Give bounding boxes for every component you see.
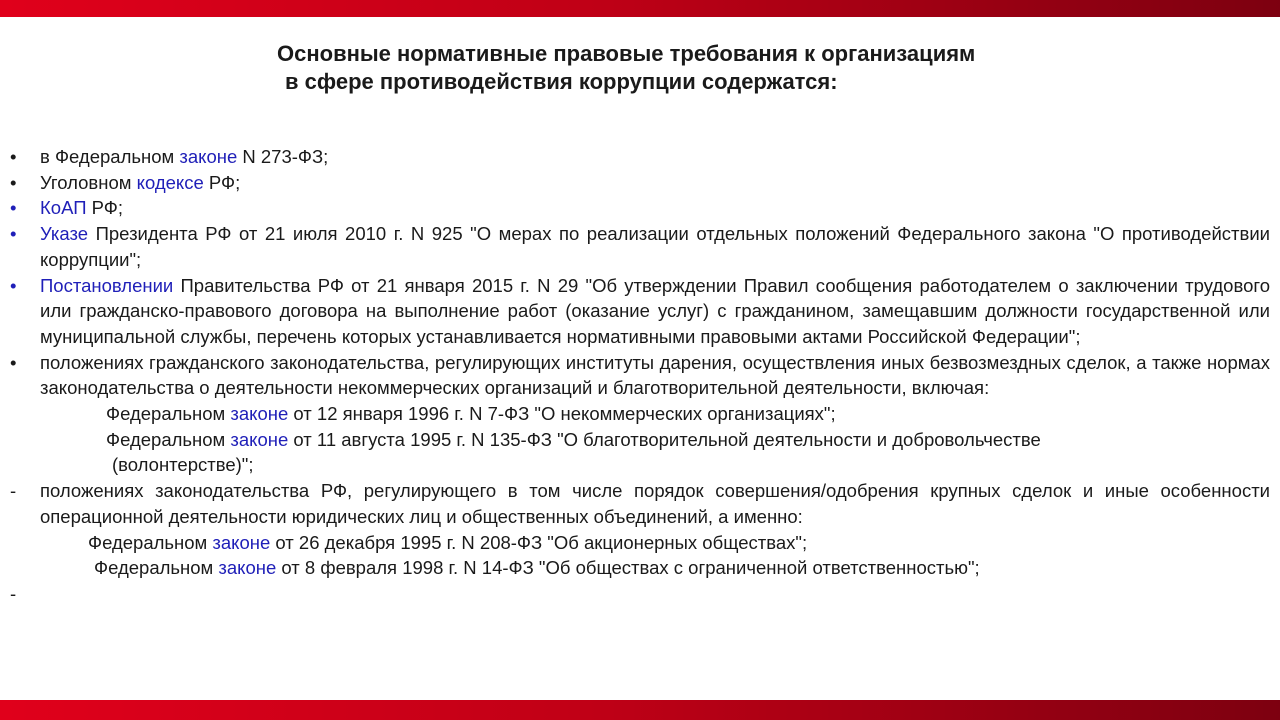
- item-text: N 273-ФЗ;: [237, 146, 329, 167]
- item-text: положениях гражданского законодательства, регулирующих институты дарения, осуществления иных безвозмездных сделок, а также нормах законодательства о деятельности некоммерческих организаций и благотворительной деятельности, включая:: [40, 351, 1270, 399]
- code-link[interactable]: кодексе: [136, 171, 204, 193]
- bullet: •: [10, 146, 17, 167]
- dash-marker: -: [10, 480, 17, 502]
- list-item-koap: [0, 195, 1270, 221]
- item-text: Президента РФ от 21 июля 2010 г. N 925 "О мерах по реализации отдельных положений Федерального закона "О противодействии коррупции";: [40, 223, 1270, 270]
- sub-item-llc-law: [0, 555, 1280, 581]
- sub-item-jsc-law: [0, 530, 1280, 556]
- sub-item-charity-law-continued: [0, 452, 1280, 478]
- item-text: Уголовном: [40, 171, 137, 193]
- bullet: •: [10, 171, 17, 193]
- top-accent-bar: [0, 0, 1280, 17]
- sub-item-nonprofit-law: [0, 401, 1280, 427]
- requirements-list: [0, 144, 1280, 607]
- item-text: РФ;: [86, 197, 123, 219]
- item-text: (волонтерстве)";: [112, 454, 254, 476]
- item-text: Правительства РФ от 21 января 2015 г. N 29 "Об утверждении Правил сообщения работодателем о заключении трудового или гражданско-правового договора на выполнение работ (оказание услуг) с гражданином, замещавшим должности государственной или муниципальной службы, перечень которых устанавливается нормативными правовыми актами Российской Федерации";: [40, 274, 1270, 347]
- dash-marker: -: [10, 582, 17, 604]
- item-text: от 8 февраля 1998 г. N 14-ФЗ "Об обществах с ограниченной ответственностью";: [276, 557, 980, 579]
- bottom-accent-bar: [0, 700, 1280, 720]
- item-text: от 26 декабря 1995 г. N 208-ФЗ "Об акционерных обществах";: [270, 531, 808, 553]
- bullet: •: [10, 351, 17, 373]
- law-link[interactable]: законе: [218, 557, 277, 579]
- law-link[interactable]: законе: [230, 403, 289, 425]
- item-text: в Федеральном: [40, 146, 180, 167]
- koap-link[interactable]: КоАП: [40, 197, 87, 219]
- title-line-2: в сфере противодействия коррупции содержатся:: [285, 69, 838, 94]
- list-item-federal-law: [0, 144, 1270, 170]
- title-line-1: Основные нормативные правовые требования к организациям: [277, 41, 976, 66]
- list-item-resolution: [0, 273, 1270, 350]
- item-text: положениях законодательства РФ, регулирующего в том числе порядок совершения/одобрения крупных сделок и иные особенности операционной деятельности юридических лиц и общественных объединений, а именно:: [40, 480, 1270, 527]
- item-text: Федеральном: [106, 428, 231, 450]
- bullet: •: [10, 197, 17, 219]
- trailing-dash-item: [0, 581, 1280, 607]
- item-text: Федеральном: [106, 403, 231, 425]
- decree-link[interactable]: Указе: [40, 223, 89, 245]
- item-text: от 12 января 1996 г. N 7-ФЗ "О некоммерческих организациях";: [288, 403, 836, 425]
- list-item-corporate-law: [0, 478, 1270, 529]
- item-text: РФ;: [203, 171, 241, 193]
- item-text: от 11 августа 1995 г. N 135-ФЗ "О благотворительной деятельности и добровольчестве: [288, 428, 1041, 450]
- item-text: Федеральном: [94, 557, 219, 579]
- list-item-decree: [0, 221, 1270, 272]
- list-item-civil-law: [0, 350, 1270, 401]
- resolution-link[interactable]: Постановлении: [40, 274, 174, 296]
- list-item-criminal-code: [0, 170, 1270, 196]
- bullet: •: [10, 223, 17, 245]
- law-link[interactable]: законе: [212, 531, 271, 553]
- law-link[interactable]: законе: [230, 428, 289, 450]
- sub-item-charity-law: [0, 427, 1280, 453]
- bullet: •: [10, 274, 17, 296]
- law-link[interactable]: законе: [179, 146, 238, 167]
- item-text: Федеральном: [88, 531, 213, 553]
